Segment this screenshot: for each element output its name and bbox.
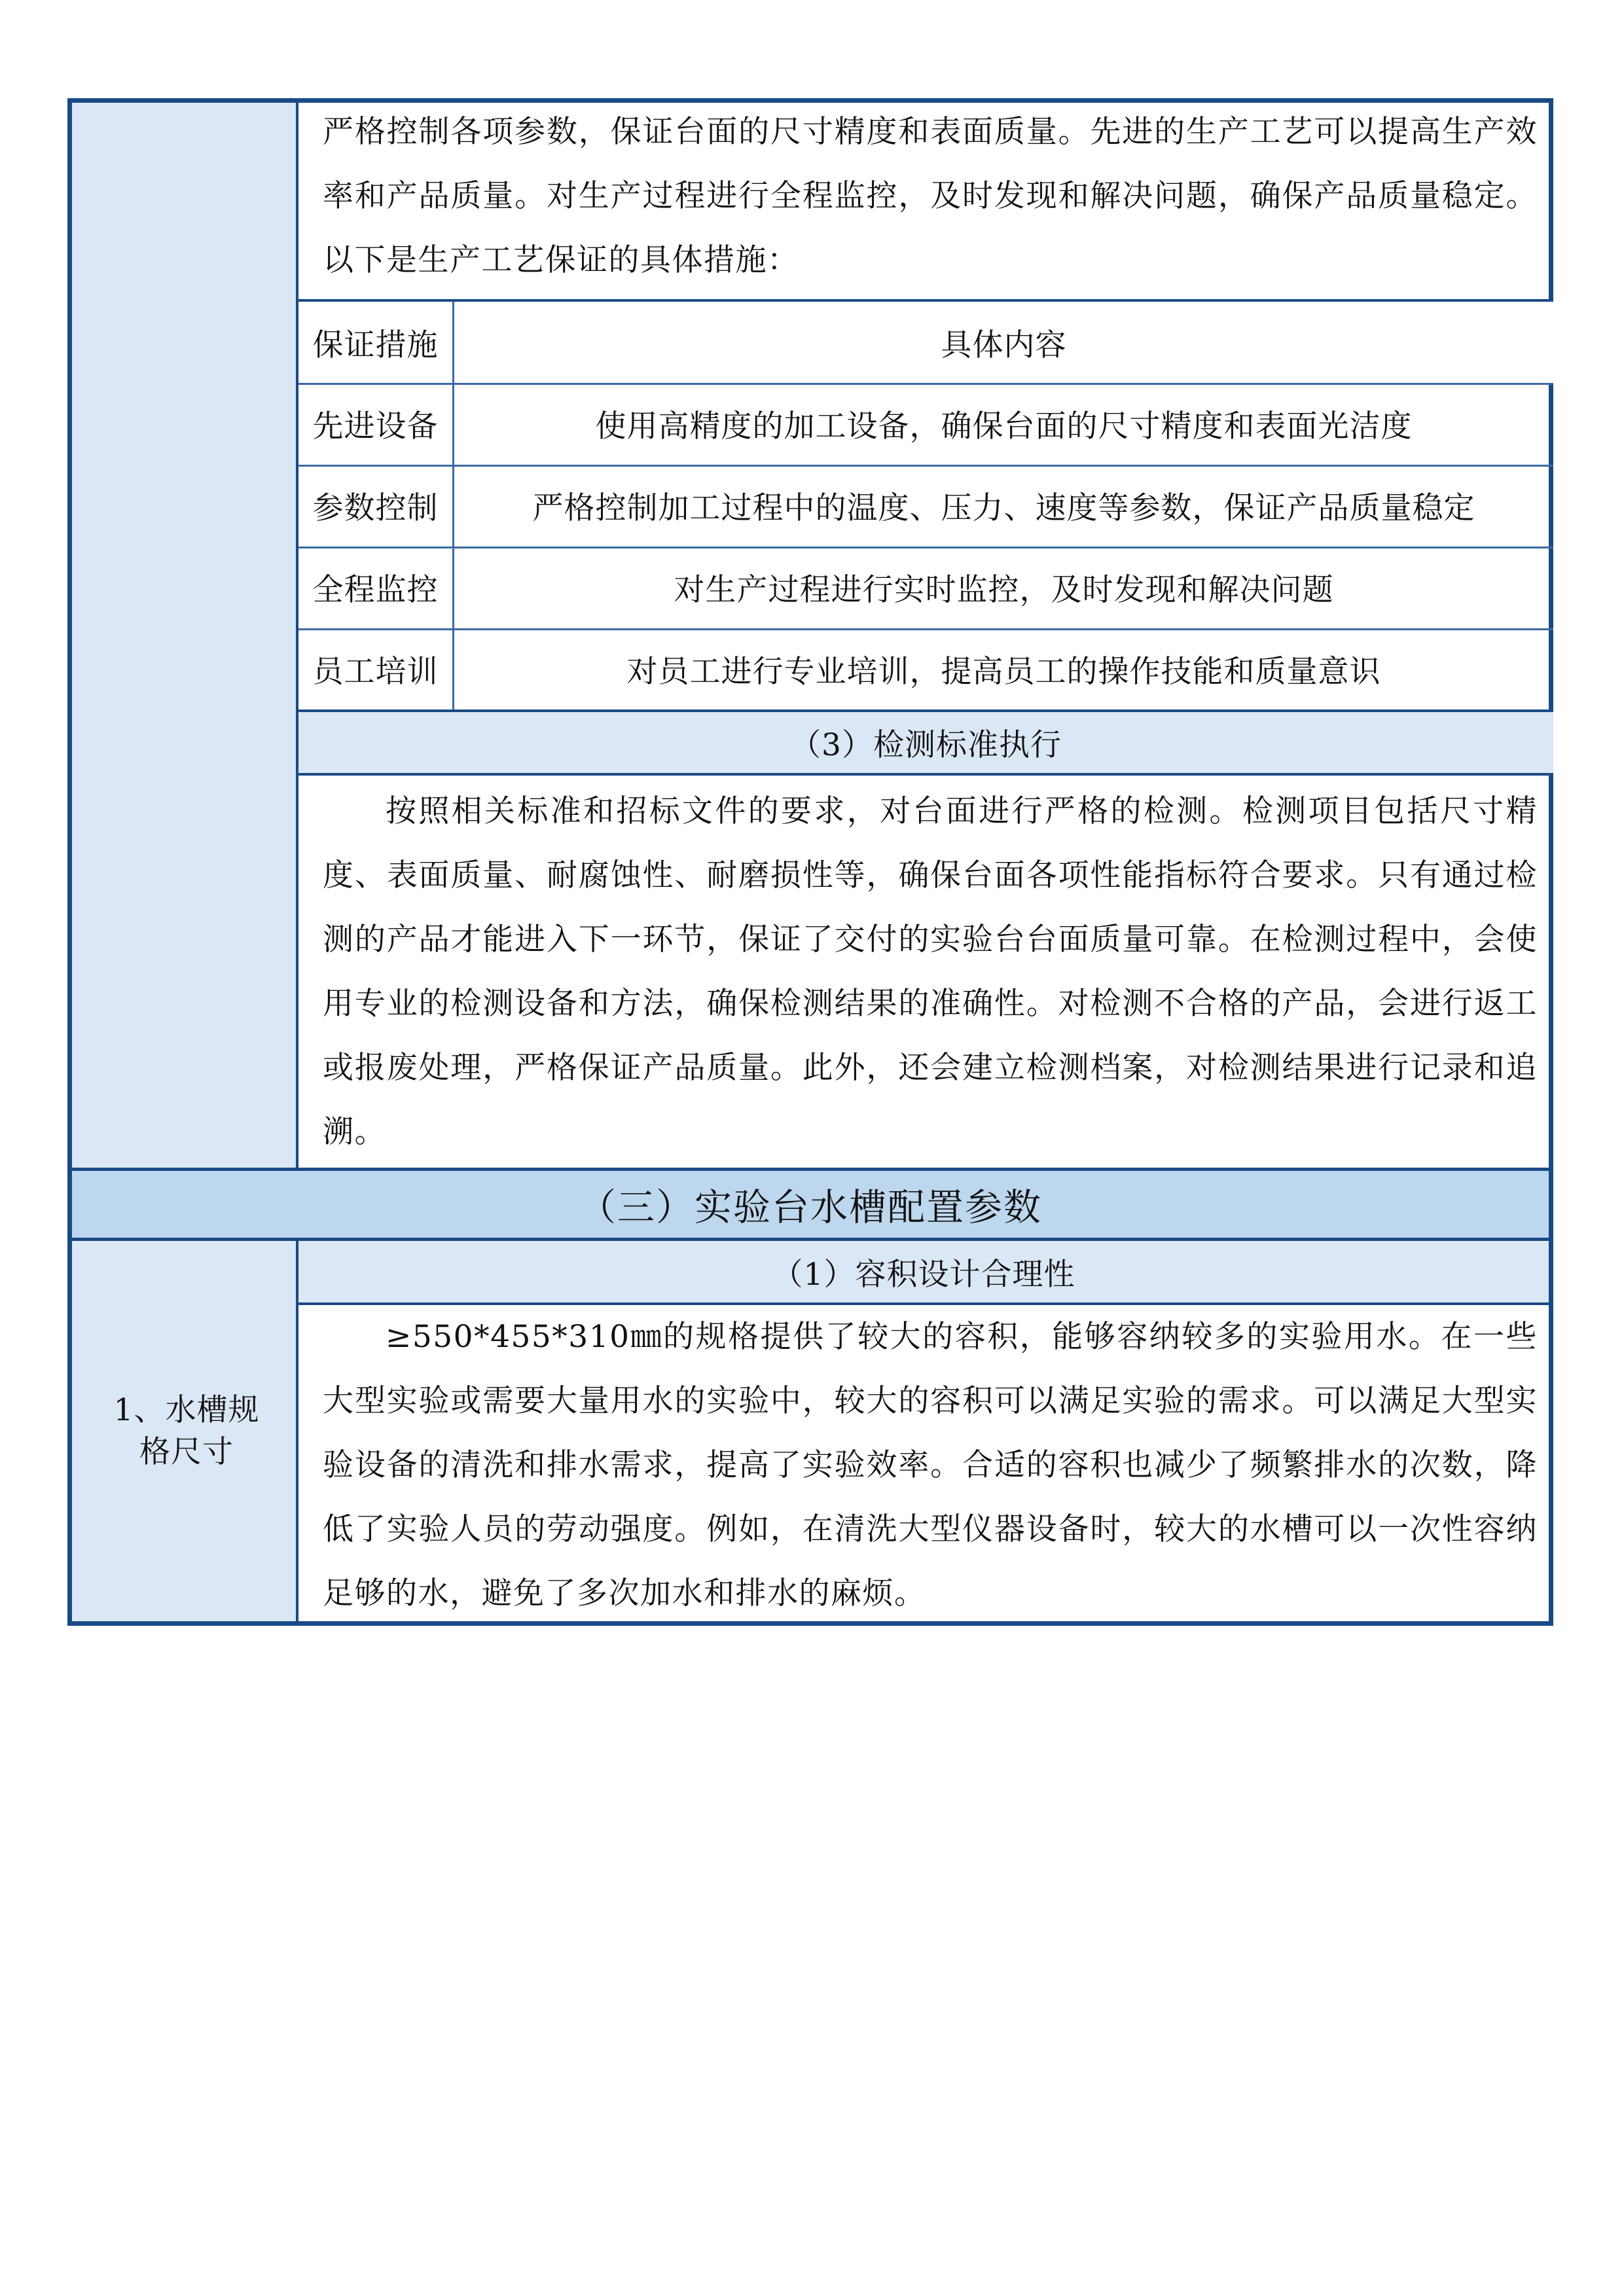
inspection-heading: （3）检测标准执行 [298,712,1553,773]
continuation-paragraph: 严格控制各项参数，保证台面的尺寸精度和表面质量。先进的生产工艺可以提高生产效率和产品质量。对生产过程进行全程监控，及时发现和解决问题，确保产品质量稳定。以下是生产工艺保证的具体措施： [323,114,1538,278]
divider [298,773,1553,776]
capacity-heading: （1）容积设计合理性 [298,1241,1549,1302]
measure-name: 先进设备 [312,408,439,444]
measure-content: 使用高精度的加工设备，确保台面的尺寸精度和表面光洁度 [595,408,1413,444]
document-table [67,98,1553,1626]
inspection-paragraph: 按照相关标准和招标文件的要求，对台面进行严格的检测。检测项目包括尺寸精度、表面质量、耐腐蚀性、耐磨损性等，确保台面各项性能指标符合要求。只有通过检测的产品才能进入下一环节，保证了交付的实验台台面质量可靠。在检测过程中，会使用专业的检测设备和方法，确保检测结果的准确性。对检测不合格的产品，会进行返工或报废处理，严格保证产品质量。此外，还会建立检测档案，对检测结果进行记录和追溯。 [323,793,1538,1150]
measures-table [298,302,1553,709]
measures-header-content: 具体内容 [941,327,1067,363]
item-label: 1、水槽规格尺寸 [113,1391,260,1470]
measure-content: 严格控制加工过程中的温度、压力、速度等参数，保证产品质量稳定 [532,490,1475,526]
measure-content: 对员工进行专业培训，提高员工的操作技能和质量意识 [626,653,1381,690]
measures-header-measure: 保证措施 [312,327,439,363]
measure-content: 对生产过程进行实时监控，及时发现和解决问题 [674,572,1334,608]
measure-name: 参数控制 [312,490,439,526]
measure-name: 员工培训 [312,653,439,690]
measure-name: 全程监控 [312,572,439,608]
left-column-top [72,103,298,1168]
capacity-paragraph: ≥550*455*310㎜的规格提供了较大的容积，能够容纳较多的实验用水。在一些大型实验或需要大量用水的实验中，较大的容积可以满足实验的需求。可以满足大型实验设备的清洗和排水需求，提高了实验效率。合适的容积也减少了频繁排水的次数，降低了实验人员的劳动强度。例如，在清洗大型仪器设备时，较大的水槽可以一次性容纳足够的水，避免了多次加水和排水的麻烦。 [323,1319,1538,1611]
section-title: （三）实验台水槽配置参数 [72,1171,1549,1238]
